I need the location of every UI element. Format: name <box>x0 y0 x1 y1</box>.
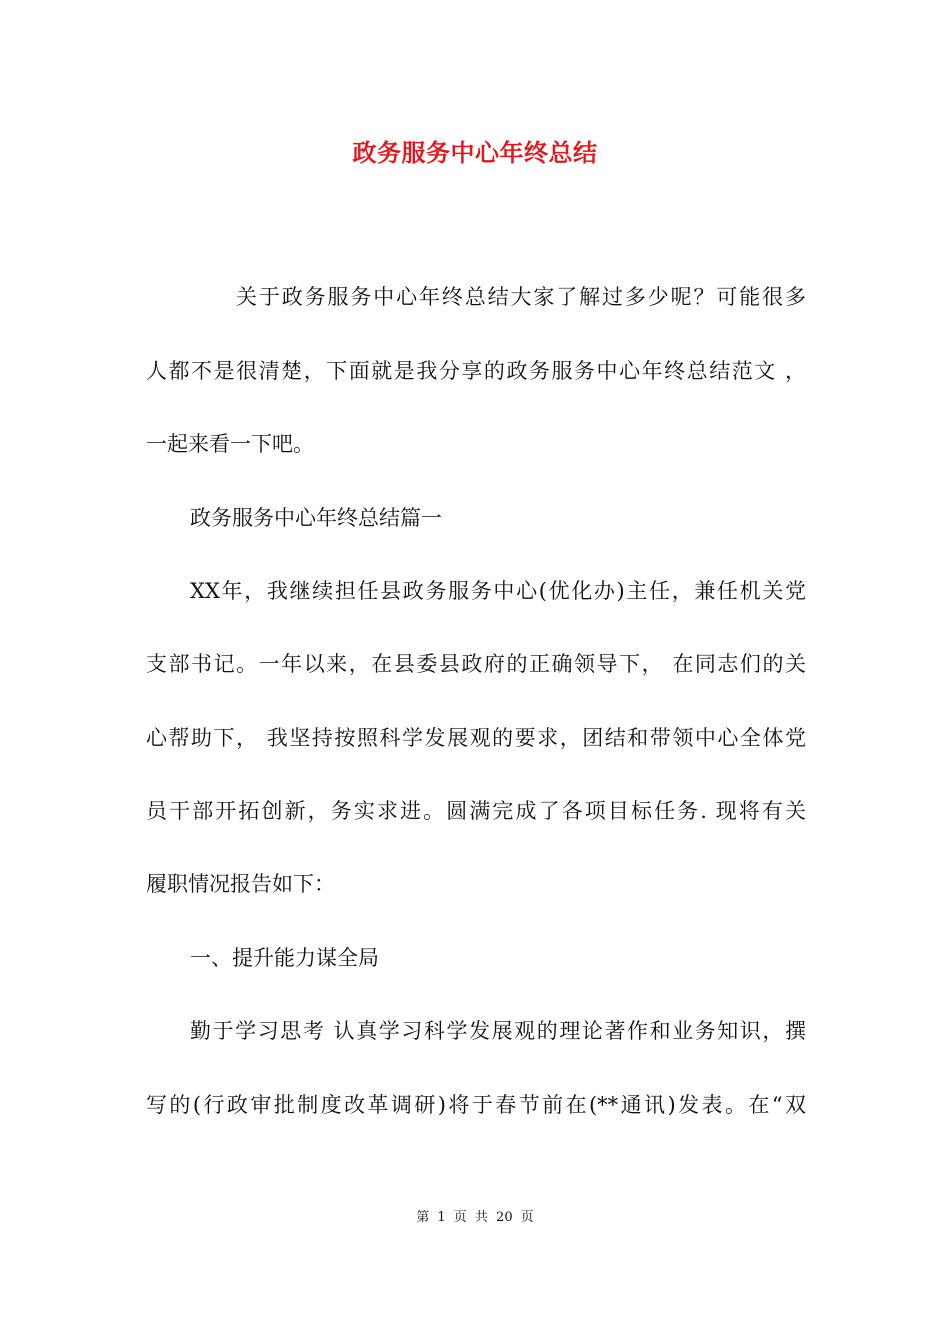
section-heading: 一、提升能力谋全局 <box>190 946 379 970</box>
page-footer: 第 1 页 共 20 页 <box>416 1210 534 1225</box>
paragraph-line: 心帮助下， 我坚持按照科学发展观的要求，团结和带领中心全体党 <box>146 726 806 750</box>
paragraph-line: 关于政务服务中心年终总结大家了解过多少呢？可能很多 <box>236 285 806 309</box>
paragraph-line: 支部书记。一年以来，在县委县政府的正确领导下， 在同志们的关 <box>146 652 806 676</box>
paragraph-line: 写的(行政审批制度改革调研)将于春节前在(**通讯)发表。在“双 <box>146 1093 806 1117</box>
paragraph-line: 勤于学习思考 认真学习科学发展观的理论著作和业务知识，撰 <box>190 1019 806 1043</box>
paragraph-line: 履职情况报告如下： <box>146 872 335 896</box>
paragraph-line: XX年，我继续担任县政务服务中心(优化办)主任，兼任机关党 <box>190 579 806 603</box>
paragraph-line: 人都不是很清楚，下面就是我分享的政务服务中心年终总结范文 ， <box>146 359 806 383</box>
paragraph-line: 一起来看一下吧。 <box>146 432 314 456</box>
document-title: 政务服务中心年终总结 <box>352 139 598 167</box>
paragraph-line: 员干部开拓创新，务实求进。圆满完成了各项目标任务. 现将有关 <box>146 799 806 823</box>
section-heading: 政务服务中心年终总结篇一 <box>190 506 442 530</box>
